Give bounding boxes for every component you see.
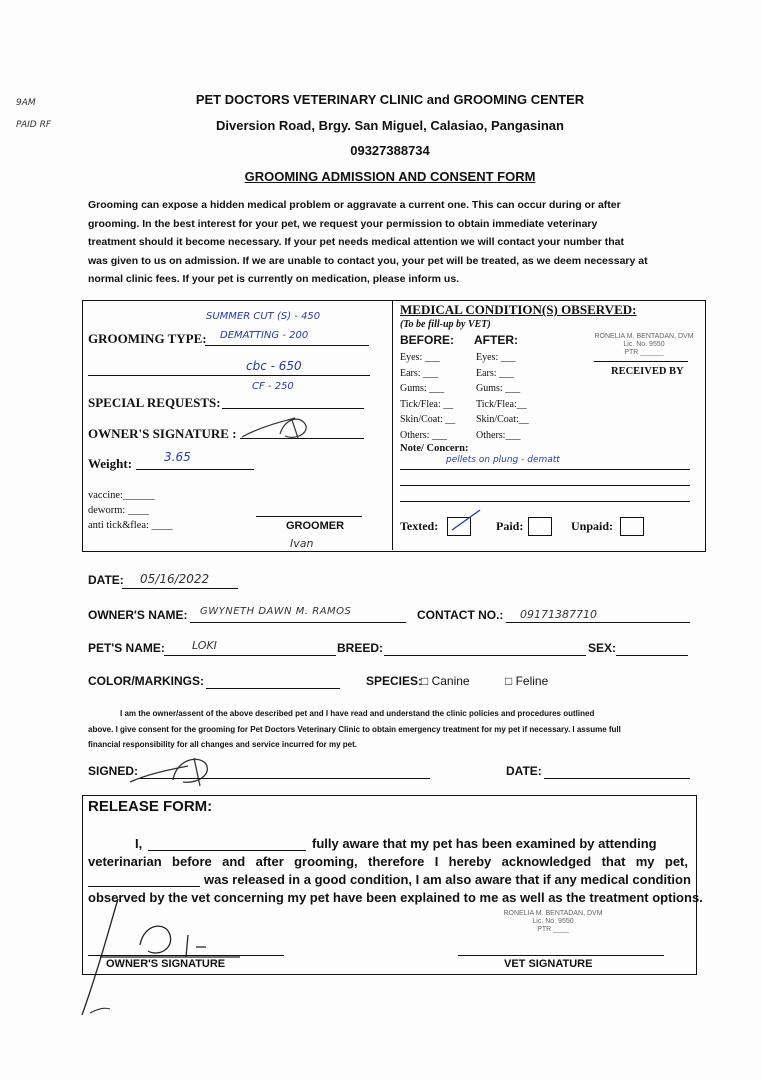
corner-note-line: 9AM [16,98,36,108]
owner-name-value: GWYNETH DAWN M. RAMOS [200,606,352,617]
before-item: Ears: ___ [400,367,439,379]
release-pet-line [88,886,200,887]
received-by-line [594,361,688,362]
release-vet-stamp [498,910,608,934]
paid-checkbox[interactable] [528,517,552,536]
color-label: COLOR/MARKINGS: [88,674,204,688]
release-title: RELEASE FORM: [88,798,213,815]
checkmark-icon [448,508,482,534]
grooming-type-label: GROOMING TYPE: [88,331,207,346]
breed-label: BREED: [337,641,384,655]
intro-paragraph [88,196,698,289]
species-canine-option[interactable]: □ Canine [421,674,470,688]
owner-sig-label: OWNER'S SIGNATURE [106,958,226,970]
grooming-value-3: cbc - 650 [246,359,302,373]
note-line-2 [400,485,690,486]
release-stamp-line: PTR ____ [537,926,569,933]
pet-name-label: PET'S NAME: [88,641,165,655]
vet-sig-line [458,955,664,956]
grooming-value-2: DEMATTING - 200 [220,330,309,341]
note-label: Note/ Concern: [400,443,469,454]
release-line-2: veterinarian before and after grooming, therefore I hereby acknowledged that my pet, [88,854,688,869]
vet-stamp [592,333,696,357]
grooming-extra-line [88,375,370,376]
before-item: Gums: ___ [400,383,445,394]
clinic-phone: 09327388734 [350,143,430,158]
after-item: Ears: ___ [476,367,515,379]
vaccine-label: vaccine:______ [88,490,155,501]
received-by-label: RECEIVED BY [611,366,684,377]
date-line [122,588,238,589]
note-value: pellets on plung - dematt [446,455,560,465]
signed-signature-mark [128,752,238,792]
clinic-address: Diversion Road, Brgy. San Miguel, Calasiao, Pangasinan [216,118,564,133]
note-line-3 [400,501,690,502]
release-line-4: observed by the vet concerning my pet have been explained to me as well as the treatment options. [88,890,703,905]
pet-name-value: LOKI [192,639,217,652]
release-box-top [82,795,696,796]
pet-name-line [164,655,336,656]
before-item: Eyes: ___ [400,352,440,363]
after-list [476,350,529,443]
intro-line: Grooming can expose a hidden medical problem or aggravate a current one. This can occur during or after [88,199,621,211]
special-requests-label: SPECIAL REQUESTS: [88,395,221,410]
release-line-1b: fully aware that my pet has been examined by attending [312,836,657,851]
color-line [206,688,340,689]
weight-value: 3.65 [164,450,191,464]
contact-line [506,622,690,623]
owner-sig-line [88,955,284,956]
unpaid-label: Unpaid: [571,519,614,533]
after-item: Gums: ___ [476,383,521,394]
deworm-label: deworm: ____ [88,505,149,516]
sex-line [616,655,688,656]
groomer-line [256,516,362,517]
release-line-3: was released in a good condition, I am also aware that if any medical condition [204,872,691,887]
grooming-value-1: SUMMER CUT (S) - 450 [206,311,321,322]
intro-line: grooming. In the best interest for your pet, we request your permission to obtain immediate veterinary [88,217,598,230]
date-label: DATE: [88,573,124,587]
date-value: 05/16/2022 [140,572,210,586]
special-requests-line [222,408,364,409]
release-stamp-line: Lic. No. 9550 [532,918,574,925]
release-box-right [696,795,697,975]
after-item: Others:___ [476,429,521,441]
weight-label: Weight: [88,456,133,471]
groomer-name: Ivan [290,537,314,550]
sex-label: SEX: [588,641,617,655]
consent-line: I am the owner/assent of the above described pet and I have read and understand the clinic policies and procedures outlined [120,709,595,718]
clinic-name: PET DOCTORS VETERINARY CLINIC and GROOMING CENTER [195,92,585,107]
intro-line: was given to us on admission. If we are unable to contact you, your pet will be treated, as we deem necessary at [88,254,648,267]
release-stamp-line: RONELIA M. BENTADAN, DVM [503,910,603,917]
owner-signature-line [240,438,364,439]
date2-label: DATE: [506,764,542,778]
note-line-1 [400,469,690,470]
owner-signature-label: OWNER'S SIGNATURE : [88,426,237,441]
intro-line: treatment should it become necessary. If your pet needs medical attention we will contact your number that [88,236,625,248]
owner-name-label: OWNER'S NAME: [88,608,188,622]
groomer-label: GROOMER [286,520,345,532]
consent-line: above. I give consent for the grooming for Pet Doctors Veterinary Clinic to obtain emergency treatment for my pet if necessary. I assume full [88,724,621,734]
intro-line: normal clinic fees. If your pet is currently on medication, please inform us. [88,273,460,285]
after-item: Tick/Flea:__ [476,398,527,410]
form-title: GROOMING ADMISSION AND CONSENT FORM [244,169,536,184]
grooming-value-4: CF - 250 [252,381,294,392]
contact-value: 09171387710 [520,608,597,621]
breed-line [384,655,586,656]
consent-paragraph [88,706,698,753]
release-box-bottom [82,974,696,975]
consent-line: financial responsibility for all changes and service incurred for my pet. [88,740,357,749]
before-label: BEFORE: [400,333,454,347]
paid-label: Paid: [496,519,524,533]
corner-note-line: PAID RF [16,120,52,130]
before-list [400,350,455,443]
before-item: Skin/Coat: __ [400,414,456,425]
contact-label: CONTACT NO.: [417,608,504,622]
unpaid-checkbox[interactable] [620,517,644,536]
vet-stamp-line: Lic. No. 9550 [623,341,665,348]
medical-subtitle: (To be fill-up by VET) [400,319,491,330]
vet-stamp-line: RONELIA M. BENTADAN, DVM [594,333,694,340]
date2-line [544,778,690,779]
before-item: Others: ___ [400,429,447,441]
after-item: Eyes: ___ [476,352,516,363]
before-item: Tick/Flea: __ [400,398,454,410]
vet-stamp-line: PTR ______ [624,349,664,356]
species-label: SPECIES: [366,674,423,688]
vet-sig-label: VET SIGNATURE [504,958,593,970]
weight-line [136,469,254,470]
grooming-type-line [205,345,369,346]
after-item: Skin/Coat:__ [476,414,529,425]
texted-label: Texted: [400,519,439,533]
release-name-line [148,850,306,851]
table-divider [392,300,393,550]
signed-label: SIGNED: [88,764,139,778]
owner-name-line [190,622,406,623]
antitick-label: anti tick&flea: ____ [88,520,173,531]
signed-line [140,778,430,779]
medical-title: MEDICAL CONDITION(S) OBSERVED: [400,302,637,317]
release-line-1a: I, [135,836,143,851]
species-feline-option[interactable]: □ Feline [505,674,549,688]
after-label: AFTER: [474,333,518,347]
